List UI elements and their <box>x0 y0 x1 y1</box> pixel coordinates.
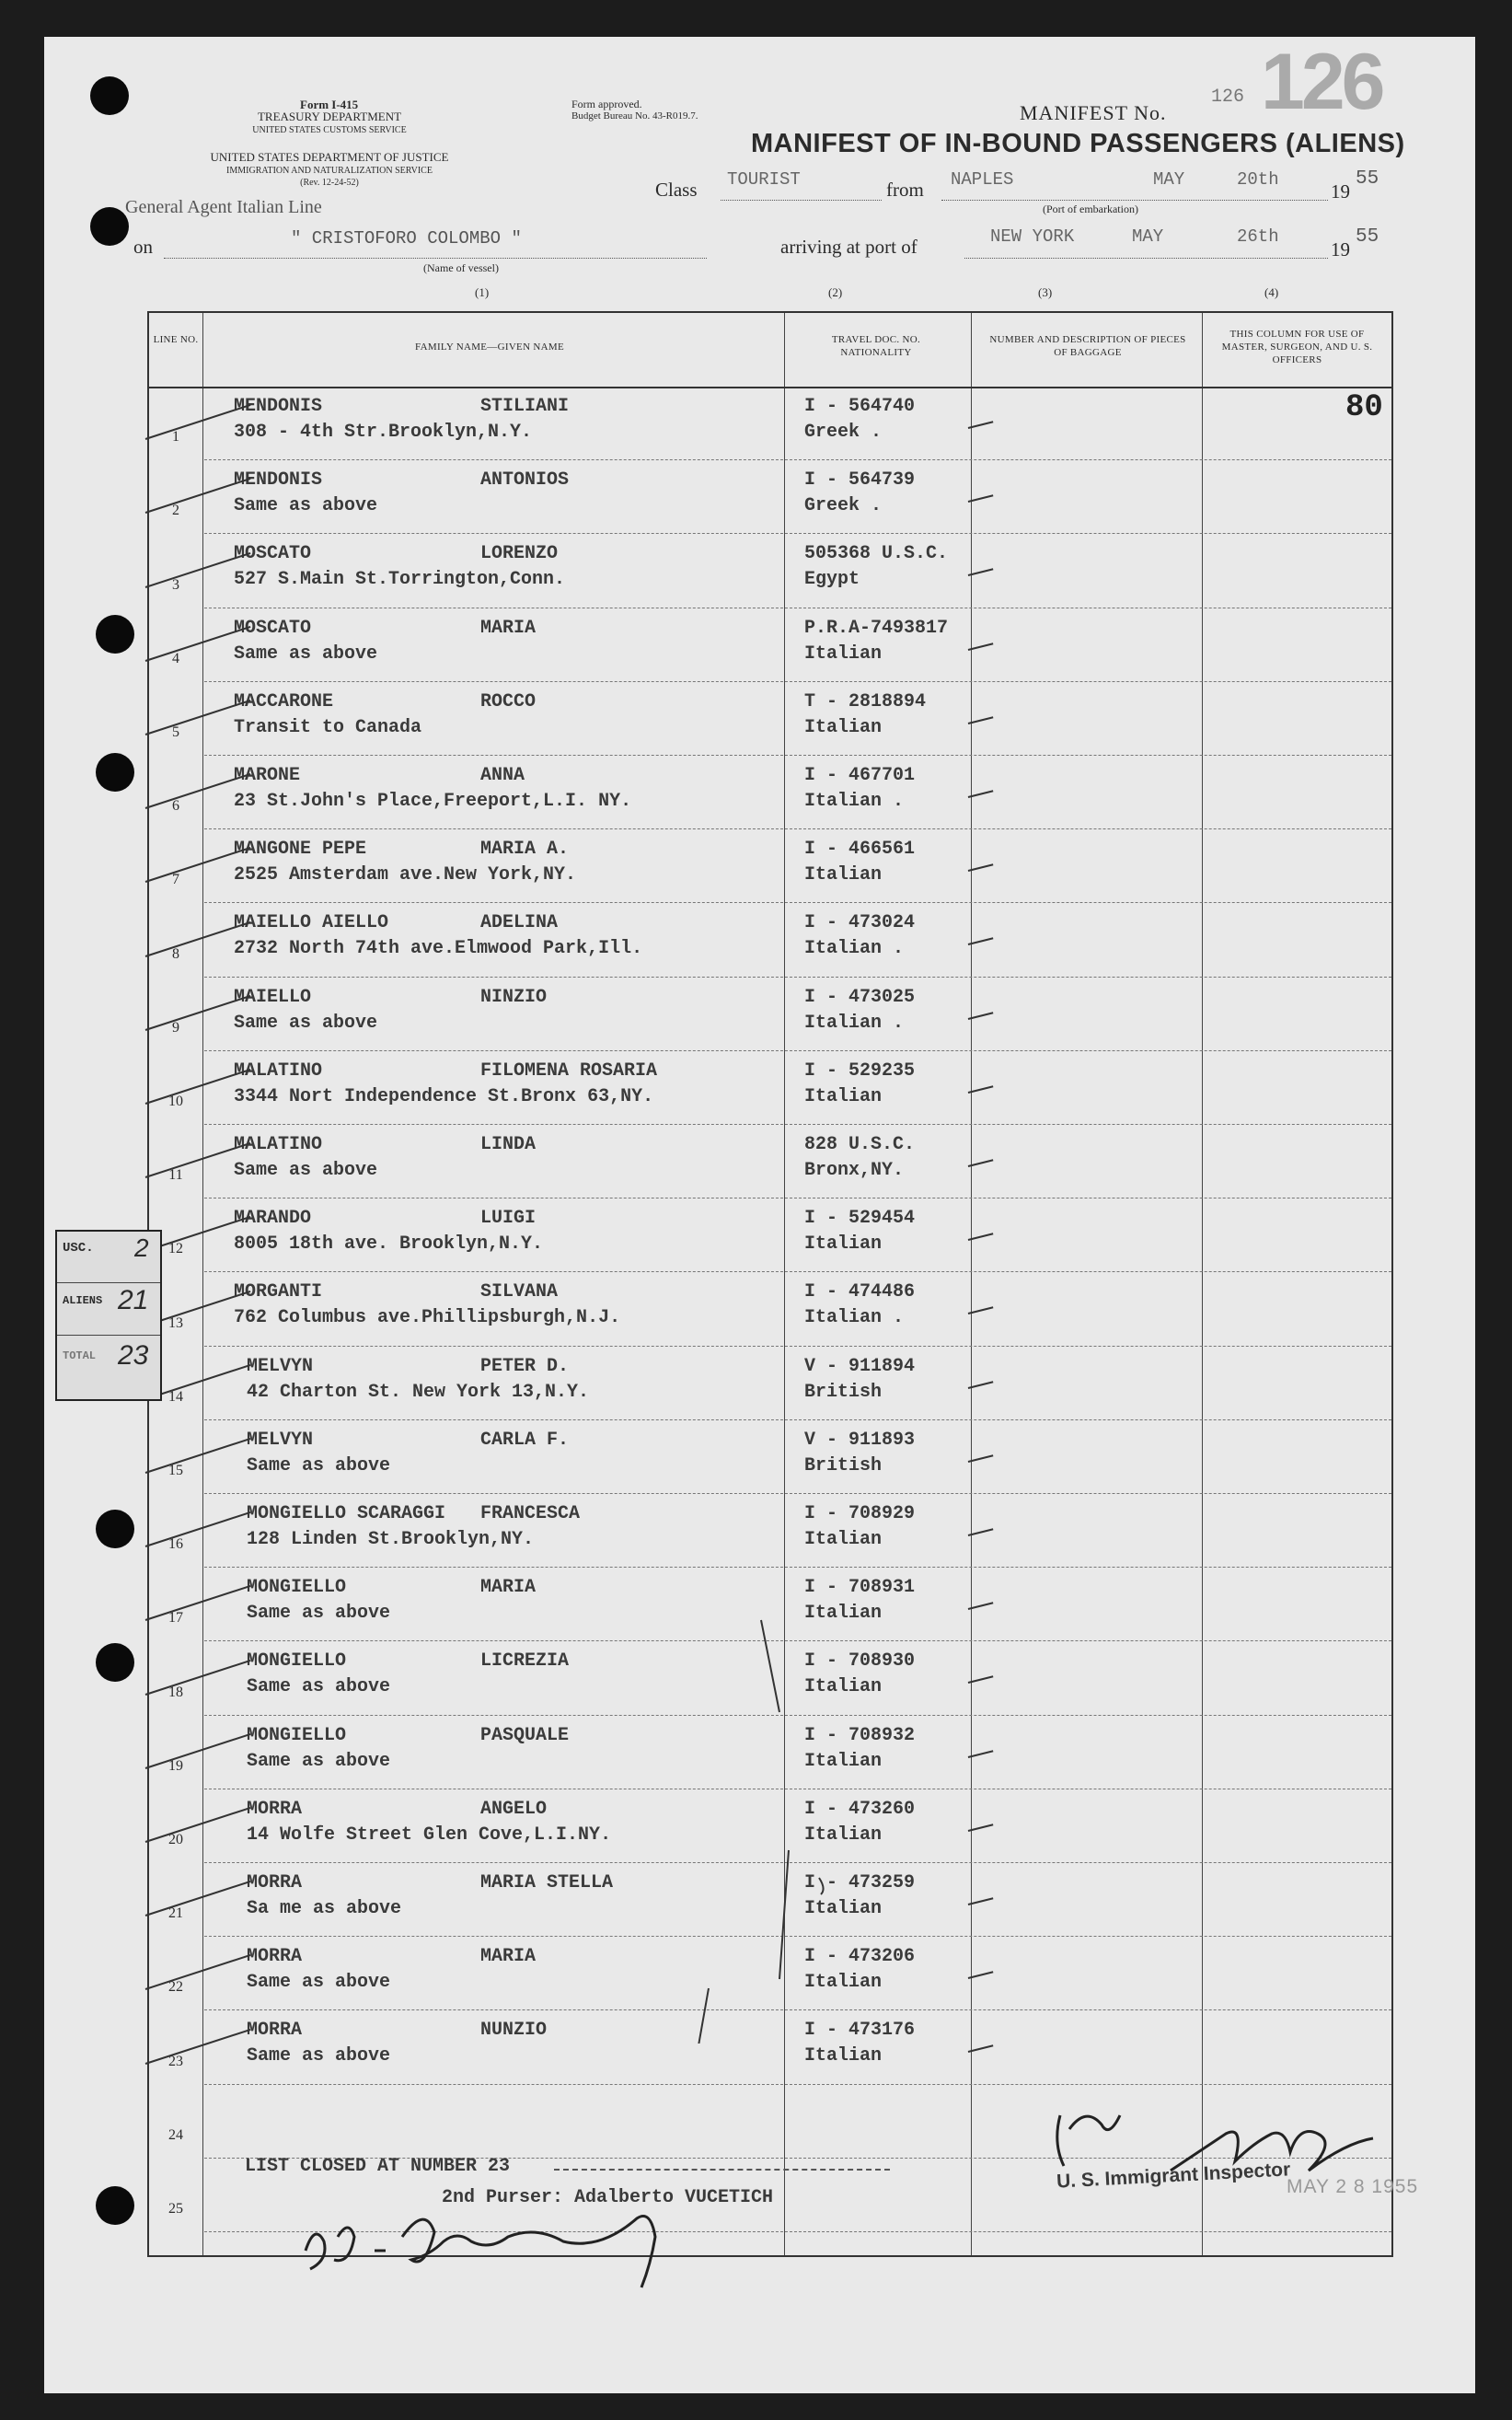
check-mark <box>968 1233 994 1241</box>
page-title: MANIFEST OF IN-BOUND PASSENGERS (ALIENS) <box>751 129 1405 158</box>
travel-doc-no: I - 529235 <box>804 1059 916 1082</box>
nationality: Greek . <box>804 422 883 443</box>
arrive-port: NEW YORK <box>990 226 1075 247</box>
table-row <box>149 1198 1391 1272</box>
check-mark <box>145 1511 251 1547</box>
address: Same as above <box>234 643 378 665</box>
given-name: ANNA <box>480 765 525 786</box>
vessel-name: " CRISTOFORO COLOMBO " <box>291 228 522 249</box>
check-mark <box>145 1807 251 1843</box>
address: Same as above <box>234 1012 378 1034</box>
nationality: British <box>804 1454 883 1476</box>
address: Same as above <box>234 1160 378 1181</box>
line-number: 15 <box>168 1462 183 1478</box>
check-mark <box>968 1897 994 1905</box>
check-mark <box>968 1307 994 1315</box>
travel-doc-no: I - 473025 <box>804 986 916 1008</box>
closing-dash <box>554 2169 890 2171</box>
travel-doc-no: T - 2818894 <box>804 690 927 712</box>
travel-doc-no: I - 708931 <box>804 1577 916 1599</box>
line-number: 9 <box>172 1019 179 1036</box>
check-mark <box>145 2029 251 2065</box>
check-mark <box>968 1676 994 1685</box>
punch-hole <box>90 76 129 115</box>
arrive-day: 26th <box>1237 226 1279 247</box>
family-name: MORGANTI <box>234 1281 323 1303</box>
check-mark <box>968 1528 994 1536</box>
travel-doc-no: I - 564739 <box>804 469 916 492</box>
purser: 2nd Purser: Adalberto VUCETICH <box>442 2187 774 2208</box>
aliens-count: 21 <box>118 1285 149 1315</box>
manifest-no-stamp: 126 <box>1261 38 1382 126</box>
line-number: 3 <box>172 576 179 593</box>
check-mark <box>968 1012 994 1020</box>
travel-doc-no: I - 466561 <box>804 839 916 861</box>
line-number: 21 <box>168 1905 183 1922</box>
form-id: Form I-415 <box>300 98 359 111</box>
given-name: CARLA F. <box>480 1429 570 1451</box>
line-number: 7 <box>172 872 179 888</box>
line-number: 19 <box>168 1757 183 1774</box>
line-number: 2 <box>172 503 179 519</box>
address: 762 Columbus ave.Phillipsburgh,N.J. <box>234 1307 621 1329</box>
address: 128 Linden St.Brooklyn,NY. <box>247 1529 535 1550</box>
nationality: Italian <box>804 1233 883 1256</box>
embark-note: (Port of embarkation) <box>1043 203 1138 215</box>
given-name: MARIA A. <box>480 839 570 861</box>
from-year-prefix: 19 <box>1331 180 1350 203</box>
address: Same as above <box>247 2045 391 2067</box>
table-row <box>149 978 1391 1051</box>
given-name: ANTONIOS <box>480 469 570 492</box>
nationality: Italian <box>804 1529 883 1550</box>
table-row <box>149 387 1391 460</box>
col-header-doc: TRAVEL DOC. NO. NATIONALITY <box>831 334 921 358</box>
address: Same as above <box>247 1972 391 1994</box>
family-name: MONGIELLO <box>247 1577 347 1599</box>
table-row <box>149 1051 1391 1125</box>
line-number: 14 <box>168 1388 183 1405</box>
family-name: MALATINO <box>234 1059 323 1082</box>
col-num-4: (4) <box>1264 285 1279 299</box>
travel-doc-no: I - 473176 <box>804 2020 916 2042</box>
check-mark <box>145 1660 251 1696</box>
punch-hole <box>96 2186 134 2225</box>
table-row <box>149 682 1391 756</box>
nationality: Egypt <box>804 569 860 591</box>
check-mark <box>968 1602 994 1610</box>
budget-bureau: Budget Bureau No. 43-R019.7. <box>571 110 698 122</box>
rev-date: (Rev. 12-24-52) <box>300 178 359 188</box>
nationality: Italian <box>804 1750 883 1772</box>
address: Same as above <box>247 1750 391 1772</box>
passenger-table <box>147 311 1419 2257</box>
given-name: NINZIO <box>480 986 548 1008</box>
col-num-3: (3) <box>1038 285 1053 299</box>
date-stamp: MAY 2 8 1955 <box>1287 2176 1419 2197</box>
address: 2732 North 74th ave.Elmwood Park,Ill. <box>234 938 643 960</box>
from-month: MAY <box>1153 169 1185 190</box>
table-row <box>149 1494 1391 1568</box>
family-name: MELVYN <box>247 1429 314 1451</box>
table-row <box>149 460 1391 534</box>
given-name: MARIA <box>480 617 537 639</box>
address: Transit to Canada <box>234 716 422 738</box>
line-number: 10 <box>168 1093 183 1109</box>
punch-hole <box>90 207 129 246</box>
table-row <box>149 903 1391 977</box>
table-row <box>149 829 1391 903</box>
check-mark <box>968 643 994 651</box>
travel-doc-no: I - 708930 <box>804 1650 916 1673</box>
col-header-officers: THIS COLUMN FOR USE OF MASTER, SURGEON, AND U. S. OFFICERS <box>1221 329 1373 365</box>
family-name: MORRA <box>247 2020 303 2042</box>
punch-hole <box>96 1643 134 1682</box>
travel-doc-no: I - 467701 <box>804 765 916 786</box>
travel-doc-no: I - 708932 <box>804 1724 916 1746</box>
aliens-label: ALIENS <box>63 1294 103 1307</box>
nationality: Italian <box>804 1898 883 1919</box>
table-row <box>149 608 1391 682</box>
check-mark <box>145 1438 251 1474</box>
check-mark <box>145 1954 251 1990</box>
punch-hole <box>96 1510 134 1548</box>
ins-service: IMMIGRATION AND NATURALIZATION SERVICE <box>226 166 433 176</box>
line-number: 18 <box>168 1684 183 1700</box>
family-name: MOSCATO <box>234 617 312 639</box>
address: Sa me as above <box>247 1898 402 1919</box>
family-name: MAIELLO <box>234 986 312 1008</box>
nationality: Italian <box>804 1972 883 1994</box>
punch-hole <box>96 753 134 792</box>
line-number: 5 <box>172 724 179 740</box>
customs-service: UNITED STATES CUSTOMS SERVICE <box>252 125 407 135</box>
family-name: MONGIELLO <box>247 1650 347 1673</box>
address: Same as above <box>247 1603 391 1625</box>
col-num-1: (1) <box>475 285 490 299</box>
arrive-year: 55 <box>1356 226 1379 248</box>
given-name: STILIANI <box>480 396 570 417</box>
purser-signature <box>287 2200 729 2292</box>
travel-doc-no: 828 U.S.C. <box>804 1134 916 1155</box>
given-name: MARIA STELLA <box>480 1872 614 1893</box>
line-number: 6 <box>172 798 179 815</box>
family-name: MACCARONE <box>234 690 334 712</box>
given-name: MARIA <box>480 1946 537 1968</box>
vessel-underline <box>164 258 707 259</box>
address: 2525 Amsterdam ave.New York,NY. <box>234 864 577 886</box>
address: 23 St.John's Place,Freeport,L.I. NY. <box>234 791 632 812</box>
arrive-underline <box>964 258 1328 259</box>
given-name: FRANCESCA <box>480 1503 581 1524</box>
check-mark <box>968 1750 994 1758</box>
table-row <box>149 1347 1391 1420</box>
line-number: 17 <box>168 1610 183 1627</box>
check-mark <box>968 421 994 429</box>
travel-doc-no: V - 911893 <box>804 1429 916 1451</box>
travel-doc-no: P.R.A-7493817 <box>804 617 949 639</box>
check-mark <box>968 1971 994 1979</box>
nationality: Italian . <box>804 1012 905 1034</box>
check-mark <box>968 863 994 872</box>
address: 308 - 4th Str.Brooklyn,N.Y. <box>234 422 533 443</box>
col-num-2: (2) <box>828 285 843 299</box>
margin-handwriting <box>609 1583 885 2044</box>
table-row <box>149 1420 1391 1494</box>
from-underline <box>941 200 1328 201</box>
family-name: MORRA <box>247 1946 303 1968</box>
nationality: Bronx,NY. <box>804 1160 905 1181</box>
travel-doc-no: I - 529454 <box>804 1208 916 1230</box>
line-number: 11 <box>168 1167 183 1184</box>
arriving-label: arriving at port of <box>780 236 918 258</box>
nationality: Italian <box>804 1603 883 1625</box>
family-name: MARONE <box>234 765 301 786</box>
family-name: MONGIELLO <box>247 1724 347 1746</box>
vessel-note: (Name of vessel) <box>423 261 499 274</box>
nationality: Italian <box>804 864 883 886</box>
check-mark <box>968 1159 994 1167</box>
class-underline <box>721 200 882 201</box>
address: 527 S.Main St.Torrington,Conn. <box>234 569 566 591</box>
line-number: 24 <box>168 2126 183 2143</box>
count-box <box>55 1230 162 1401</box>
given-name: LORENZO <box>480 543 559 565</box>
punch-hole <box>96 615 134 654</box>
family-name: MARANDO <box>234 1208 312 1230</box>
class-label: Class <box>655 179 698 201</box>
family-name: MONGIELLO SCARAGGI <box>247 1503 446 1524</box>
usc-count: 2 <box>134 1233 149 1262</box>
address: 3344 Nort Independence St.Bronx 63,NY. <box>234 1085 654 1107</box>
family-name: MENDONIS <box>234 396 323 417</box>
from-port: NAPLES <box>951 169 1014 190</box>
family-name: MELVYN <box>247 1355 314 1377</box>
arrive-month: MAY <box>1132 226 1164 247</box>
total-label: TOTAL <box>63 1349 97 1362</box>
form-approved: Form approved. <box>571 98 642 110</box>
address: Same as above <box>234 495 378 517</box>
family-name: MANGONE PEPE <box>234 839 367 861</box>
inspector-signature <box>1033 2097 1382 2198</box>
line-number: 8 <box>172 945 179 962</box>
nationality: British <box>804 1381 883 1403</box>
family-name: MORRA <box>247 1798 303 1820</box>
manifest-page <box>44 37 1475 2393</box>
address: Same as above <box>247 1676 391 1698</box>
nationality: Italian <box>804 1085 883 1107</box>
travel-doc-no: V - 911894 <box>804 1355 916 1377</box>
travel-doc-no: I - 474486 <box>804 1281 916 1303</box>
nationality: Italian . <box>804 791 905 812</box>
travel-doc-no: I - 473260 <box>804 1798 916 1820</box>
check-mark <box>968 1454 994 1463</box>
travel-doc-no: 505368 U.S.C. <box>804 543 949 565</box>
given-name: LUIGI <box>480 1208 537 1230</box>
given-name: LINDA <box>480 1134 537 1155</box>
from-day: 20th <box>1237 169 1279 190</box>
table-row <box>149 1125 1391 1198</box>
address: 42 Charton St. New York 13,N.Y. <box>247 1381 590 1403</box>
nationality: Italian <box>804 643 883 665</box>
manifest-no-value: 126 <box>1211 87 1245 108</box>
line-number: 23 <box>168 2053 183 2069</box>
check-mark <box>145 1585 251 1621</box>
check-mark <box>145 1733 251 1769</box>
check-mark <box>968 494 994 503</box>
class-value: TOURIST <box>727 169 801 190</box>
given-name: PASQUALE <box>480 1724 570 1746</box>
given-name: NUNZIO <box>480 2020 548 2042</box>
given-name: LICREZIA <box>480 1650 570 1673</box>
given-name: MARIA <box>480 1577 537 1599</box>
nationality: Italian . <box>804 938 905 960</box>
from-label: from <box>886 179 924 201</box>
line-number: 22 <box>168 1979 183 1996</box>
given-name: ANGELO <box>480 1798 548 1820</box>
family-name: MORRA <box>247 1872 303 1893</box>
box-rule <box>57 1282 160 1283</box>
travel-doc-no: I - 473206 <box>804 1946 916 1968</box>
given-name: SILVANA <box>480 1281 559 1303</box>
address: 8005 18th ave. Brooklyn,N.Y. <box>234 1233 544 1256</box>
table-row <box>149 756 1391 829</box>
given-name: ROCCO <box>480 690 537 712</box>
check-mark <box>145 1881 251 1916</box>
total-count: 23 <box>118 1340 149 1371</box>
nationality: Italian <box>804 1676 883 1698</box>
line-number: 12 <box>168 1241 183 1257</box>
given-name: FILOMENA ROSARIA <box>480 1059 658 1082</box>
arrive-year-prefix: 19 <box>1331 238 1350 261</box>
col-header-name: FAMILY NAME—GIVEN NAME <box>415 342 564 353</box>
line-number: 16 <box>168 1536 183 1553</box>
col-header-baggage: NUMBER AND DESCRIPTION OF PIECES OF BAGGAGE <box>989 334 1186 358</box>
check-mark <box>968 716 994 724</box>
usc-label: USC. <box>63 1241 94 1256</box>
nationality: Greek . <box>804 495 883 517</box>
given-name: ADELINA <box>480 912 559 934</box>
check-mark <box>968 569 994 577</box>
from-year: 55 <box>1356 168 1379 190</box>
address: 14 Wolfe Street Glen Cove,L.I.NY. <box>247 1824 612 1846</box>
col-header-line: LINE NO. <box>153 334 199 345</box>
nationality: Italian . <box>804 1307 905 1329</box>
agent-line: General Agent Italian Line <box>125 197 322 217</box>
line-number: 4 <box>172 650 179 666</box>
box-rule <box>57 1335 160 1336</box>
nationality: Italian <box>804 716 883 738</box>
officer-mark: 80 <box>1345 390 1383 425</box>
travel-doc-no: I - 473024 <box>804 912 916 934</box>
family-name: MAIELLO AIELLO <box>234 912 389 934</box>
check-mark <box>968 1381 994 1389</box>
line-number: 25 <box>168 2200 183 2217</box>
line-number: 20 <box>168 1831 183 1847</box>
nationality: Italian <box>804 1824 883 1846</box>
travel-doc-no: I - 473259 <box>804 1872 916 1893</box>
list-closed: LIST CLOSED AT NUMBER 23 <box>245 2156 511 2177</box>
on-label: on <box>133 236 153 258</box>
inspector-label: U. S. Immigrant Inspector <box>1056 2159 1291 2193</box>
nationality: Italian <box>804 2045 883 2067</box>
treasury-dept: TREASURY DEPARTMENT <box>257 110 402 123</box>
address: Same as above <box>247 1454 391 1476</box>
table-row <box>149 1272 1391 1346</box>
check-mark <box>968 1085 994 1094</box>
travel-doc-no: I - 708929 <box>804 1503 916 1524</box>
line-number: 13 <box>168 1314 183 1331</box>
table-row <box>149 534 1391 608</box>
family-name: MOSCATO <box>234 543 312 565</box>
check-mark <box>968 790 994 798</box>
check-mark <box>968 1824 994 1832</box>
family-name: MENDONIS <box>234 469 323 492</box>
given-name: PETER D. <box>480 1355 570 1377</box>
travel-doc-no: I - 564740 <box>804 396 916 417</box>
check-mark <box>968 2045 994 2054</box>
line-number: 1 <box>172 429 179 446</box>
justice-dept: UNITED STATES DEPARTMENT OF JUSTICE <box>210 150 449 164</box>
family-name: MALATINO <box>234 1134 323 1155</box>
check-mark <box>968 938 994 946</box>
manifest-no-label: MANIFEST No. <box>1020 101 1167 124</box>
